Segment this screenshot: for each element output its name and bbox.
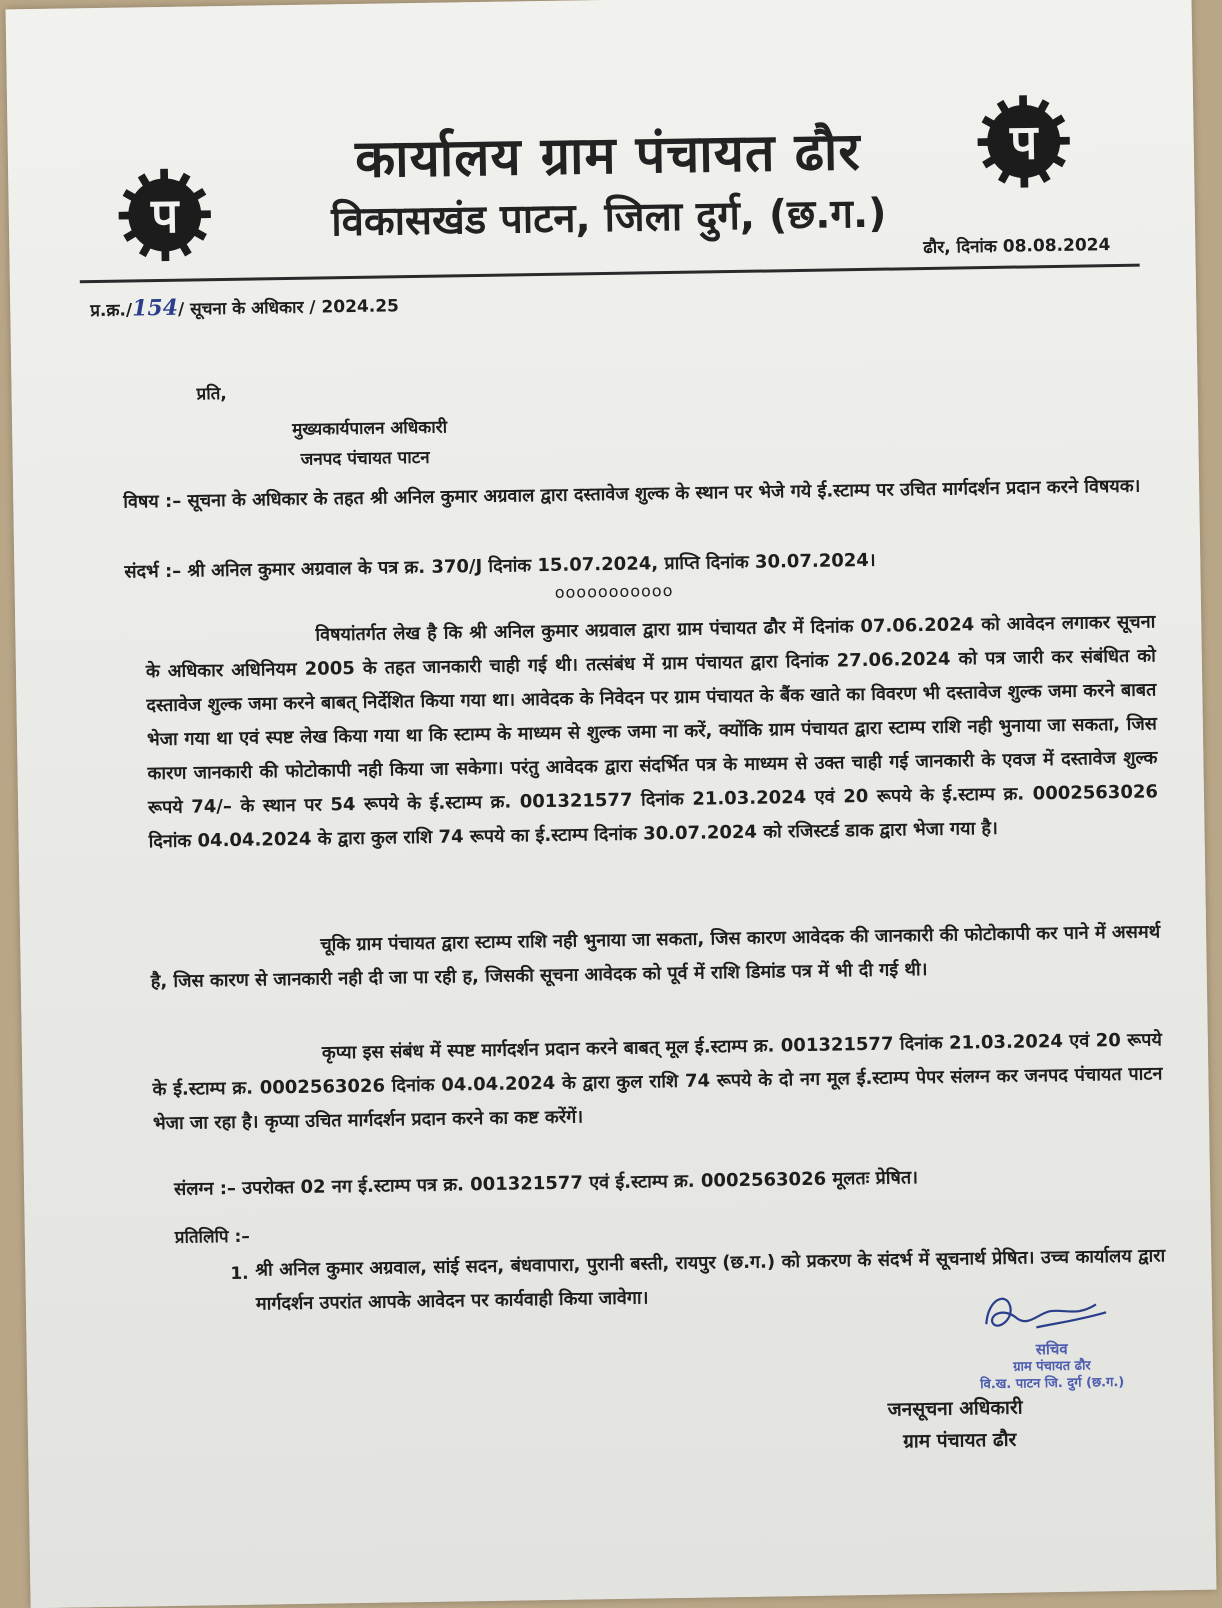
body-paragraph-2: चूकि ग्राम पंचायत द्वारा स्टाम्प राशि नही भुनाया जा सकता, जिस कारण आवेदक की जानकारी की फोटोकापी कर पाने में असमर्थ है, जिस कारण से जानकारी नही दी जा पा रही ह, जिसकी सूचना आवेदक को पूर्व में राशि डिमांड पत्र में भी दी गई थी। [150, 921, 1161, 993]
place-date: ढौर, दिनांक 08.08.2024 [923, 235, 1111, 259]
letter-paper [6, 0, 1217, 1608]
officer-title: जनसूचना अधिकारी [887, 1396, 1023, 1421]
logo-glyph-left: प [150, 188, 179, 245]
body-paragraph-3: कृप्या इस संबंध में स्पष्ट मार्गदर्शन प्रदान करने बाबत् मूल ई.स्टाम्प क्र. 001321577 दिनांक 21.03.2024 एवं 20 रूपये के ई.स्टाम्प क्र. 0002563026 दिनांक 04.04.2024 के द्वारा कुल राशि 74 रूपये के दो नग मूल ई.स्टाम्प पेपर संलग्न कर जनपद पंचायत पाटन भेजा जा रहा है। कृप्या उचित मार्गदर्शन प्रदान करने का कष्ट करेंगें। [152, 1029, 1163, 1135]
reference-number [90, 291, 399, 322]
ref-suffix: / सूचना के अधिकार / 2024.25 [177, 296, 400, 320]
ref-prefix: प्र.क्र./ [90, 300, 133, 322]
seal-line3: वि.ख. पाटन जि. दुर्ग (छ.ग.) [980, 1375, 1125, 1393]
body-paragraph-1: विषयांतर्गत लेख है कि श्री अनिल कुमार अग्रवाल द्वारा ग्राम पंचायत ढौर में दिनांक 07.06.2024 को आवेदन लगाकर सूचना के अधिकार अधिनियम 2005 के तहत जानकारी चाही गई थी। तत्संबंध में ग्राम पंचायत द्वारा दिनांक 27.06.2024 को पत्र जारी कर संबंधित को दस्तावेज शुल्क जमा करने बाबत् निर्देशित किया गया था। आवेदक के निवेदन पर ग्राम पंचायत के बैंक खाते का विवरण भी दस्तावेज शुल्क जमा करने बाबत भेजा गया था एवं स्पष्ट लेख किया गया था कि स्टाम्प के माध्यम से शुल्क जमा ना करें, क्योंकि ग्राम पंचायत द्वारा स्टाम्प राशि नही भुनाया जा सकता, जिस कारण जानकारी की फोटोकापी नही किया जा सकेगा। परंतु आवेदक द्वारा संदर्भित पत्र के माध्यम से उक्त चाही गई जानकारी के एवज में दस्तावेज शुल्क रूपये 74/– के स्थान पर 54 रूपये के ई.स्टाम्प क्र. 001321577 दिनांक 21.03.2024 एवं 20 रूपये के ई.स्टाम्प क्र. 0002563026 दिनांक 04.04.2024 के द्वारा कुल राशि 74 रूपये का ई.स्टाम्प दिनांक 30.07.2024 को रजिस्टर्ड डाक द्वारा भेजा गया है। [145, 611, 1159, 853]
panchayat-logo-left [116, 166, 213, 263]
officer-office: ग्राम पंचायत ढौर [902, 1428, 1017, 1453]
to-label: प्रति, [196, 383, 227, 405]
header-rule [80, 264, 1140, 284]
subject-line: विषय :– सूचना के अधिकार के तहत श्री अनिल कुमार अग्रवाल द्वारा दस्तावेज शुल्क के स्थान पर भेजे गये ई.स्टाम्प पर उचित मार्गदर्शन प्रदान करने विषयक। [123, 475, 1141, 513]
panchayat-logo-right [975, 93, 1072, 190]
secretary-seal [947, 1339, 1158, 1393]
office-subtitle: विकासखंड पाटन, जिला दुर्ग, (छ.ग.) [330, 190, 887, 246]
reference-line: संदर्भ :– श्री अनिल कुमार अग्रवाल के पत्र क्र. 370/J दिनांक 15.07.2024, प्राप्ति दिनांक 30.07.2024। [124, 549, 876, 583]
separator: ooooooooooo [554, 580, 674, 602]
seal-line1: सचिव [1035, 1339, 1068, 1359]
office-title: कार्यालय ग्राम पंचायत ढौर [354, 122, 862, 190]
seal-line2: ग्राम पंचायत ढौर [1013, 1358, 1091, 1375]
copy-label: प्रतिलिपि :– [174, 1226, 250, 1248]
copy-item-text: श्री अनिल कुमार अग्रवाल, सांई सदन, बंधवापारा, पुरानी बस्ती, रायपुर (छ.ग.) को प्रकरण के संदर्भ में सूचनार्थ प्रेषित। उच्च कार्यालय द्वारा मार्गदर्शन उपरांत आपके आवेदन पर कार्यवाही किया जावेगा। [255, 1245, 1166, 1315]
enclosure-line: संलग्न :– उपरोक्त 02 नग ई.स्टाम्प पत्र क्र. 001321577 एवं ई.स्टाम्प क्र. 0002563026 मूलतः प्रेषित। [173, 1167, 919, 1200]
ref-handwritten-number: 154 [131, 294, 179, 322]
copy-item-number: 1. [230, 1263, 249, 1285]
logo-glyph-right: प [1009, 114, 1038, 171]
recipient-line1: मुख्यकार्यपालन अधिकारी [291, 417, 448, 440]
recipient-line2: जनपद पंचायत पाटन [300, 447, 430, 470]
